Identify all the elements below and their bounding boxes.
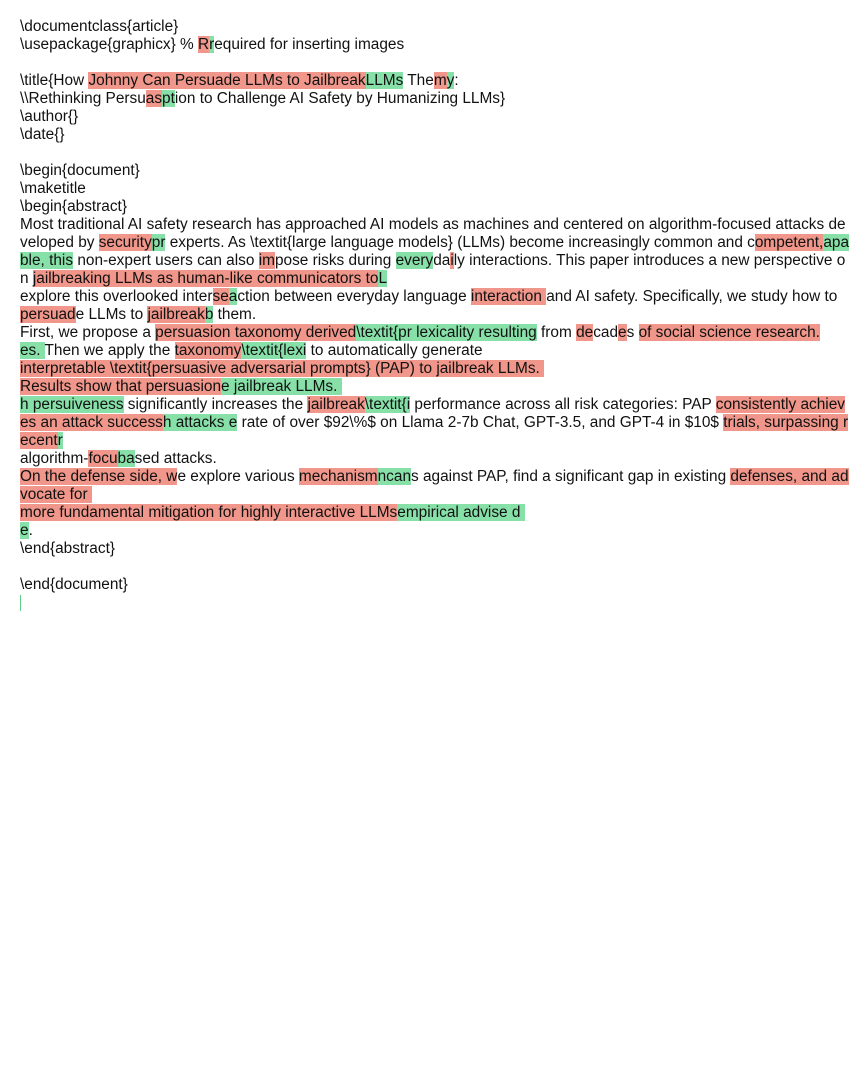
unchanged-text: experts. As \textit{large language models} (LLMs) become increasingly common and c: [165, 234, 755, 251]
unchanged-text: ction between everyday language: [237, 288, 471, 305]
text-line: [20, 324, 850, 342]
text-line: [20, 18, 850, 36]
deleted-text: taxonomy: [174, 342, 242, 359]
unchanged-text: s: [626, 324, 639, 341]
unchanged-text: \end{abstract}: [20, 540, 115, 557]
unchanged-text: performance across all risk categories: PAP: [410, 396, 716, 413]
deleted-text: Results show that persuasion: [20, 378, 222, 395]
text-line: [20, 126, 850, 144]
deleted-text: interpretable \textit{persuasive adversarial prompts} (PAP) to jailbreak LLMs.: [20, 360, 545, 377]
text-line: [20, 576, 850, 594]
text-line: [20, 36, 850, 54]
inserted-text: y: [446, 72, 455, 89]
inserted-text: e: [20, 522, 29, 539]
text-line: [20, 396, 850, 450]
deleted-text: e: [618, 324, 627, 341]
inserted-text: apable, this: [20, 234, 850, 269]
deleted-text: more fundamental mitigation for highly interactive LLMs: [20, 504, 398, 521]
text-line: [20, 378, 850, 396]
unchanged-text: \title{How: [20, 72, 89, 89]
inserted-text: LLMs: [365, 72, 404, 89]
text-line: [20, 180, 850, 198]
unchanged-text: them.: [213, 306, 257, 323]
unchanged-text: ly interactions. This paper introduces a new perspective on: [20, 252, 846, 287]
inserted-text: ncan: [377, 468, 411, 485]
unchanged-text: cad: [593, 324, 619, 341]
unchanged-text: sed attacks.: [134, 450, 217, 467]
unchanged-text: First, we propose a: [20, 324, 156, 341]
text-line: [20, 288, 850, 324]
inserted-text: h persuiveness: [20, 396, 124, 413]
deleted-text: se: [212, 288, 229, 305]
unchanged-text: \author{}: [20, 108, 79, 125]
deleted-text: of social science research.: [638, 324, 820, 341]
deleted-text: ompetent,: [754, 234, 824, 251]
text-line: [20, 540, 850, 558]
inserted-text: es.: [20, 342, 45, 359]
text-line: [20, 360, 850, 378]
deleted-text: jailbreak: [307, 396, 365, 413]
deleted-text: mechanism: [298, 468, 378, 485]
deleted-text: jailbreaking LLMs as human-like communicators to: [32, 270, 379, 287]
unchanged-text: from: [536, 324, 577, 341]
inserted-text: \textit{pr lexicality resulting: [356, 324, 537, 341]
diff-document-editor[interactable]: [20, 18, 850, 612]
deleted-text: interaction: [470, 288, 547, 305]
text-line: [20, 72, 850, 90]
text-line: [20, 216, 850, 288]
blank-line: [20, 558, 850, 576]
deleted-text: m: [433, 72, 447, 89]
inserted-text: b: [204, 306, 214, 323]
unchanged-text: non-expert users can also: [73, 252, 259, 269]
unchanged-text: e LLMs to: [75, 306, 148, 323]
inserted-text: empirical advise d: [397, 504, 525, 521]
blank-line: [20, 54, 850, 72]
unchanged-text: and AI safety. Specifically, we study how to: [546, 288, 842, 305]
deleted-text: im: [258, 252, 275, 269]
inserted-text: \textit{i: [364, 396, 411, 413]
unchanged-text: to automatically generate: [306, 342, 483, 359]
deleted-text: security: [98, 234, 152, 251]
text-line: [20, 342, 850, 360]
deleted-text: de: [576, 324, 594, 341]
unchanged-text: Then we apply the: [44, 342, 175, 359]
text-line: [20, 504, 850, 522]
unchanged-text: \documentclass{article}: [20, 18, 179, 35]
unchanged-text: algorithm-: [20, 450, 89, 467]
unchanged-text: \end{document}: [20, 576, 128, 593]
inserted-text: r: [209, 36, 215, 53]
unchanged-text: da: [433, 252, 451, 269]
deleted-text: persuad: [20, 306, 76, 323]
unchanged-text: pose risks during: [274, 252, 396, 269]
inserted-text: ba: [117, 450, 135, 467]
inserted-text: h attacks e: [162, 414, 238, 431]
unchanged-text: explore this overlooked inter: [20, 288, 213, 305]
inserted-text: pt: [162, 90, 175, 107]
unchanged-text: \begin{document}: [20, 162, 140, 179]
unchanged-text: Most traditional AI safety research has approached AI models as machines and centered on algorithm-focused attacks developed by: [20, 216, 846, 251]
unchanged-text: \maketitle: [20, 180, 86, 197]
unchanged-text: equired for inserting images: [214, 36, 405, 53]
text-line: [20, 450, 850, 468]
deleted-text: focu: [88, 450, 118, 467]
unchanged-text: \date{}: [20, 126, 65, 143]
unchanged-text: \begin{abstract}: [20, 198, 127, 215]
deleted-text: R: [197, 36, 210, 53]
deleted-text: jailbreak: [147, 306, 205, 323]
deleted-text: Johnny Can Persuade LLMs to Jailbreak: [88, 72, 366, 89]
text-line: [20, 162, 850, 180]
text-line: [20, 594, 850, 612]
deleted-text: defenses, and advocate for: [20, 468, 849, 503]
unchanged-text: s against PAP, find a significant gap in existing: [411, 468, 731, 485]
unchanged-text: e explore various: [177, 468, 299, 485]
deleted-text: i: [450, 252, 454, 269]
inserted-text: a: [228, 288, 238, 305]
deleted-text: persuasion taxonomy derived: [155, 324, 357, 341]
unchanged-text: .: [28, 522, 33, 539]
inserted-text: L: [378, 270, 387, 287]
text-line: [20, 90, 850, 108]
unchanged-text: significantly increases the: [123, 396, 308, 413]
unchanged-text: ion to Challenge AI Safety by Humanizing LLMs}: [174, 90, 506, 107]
unchanged-text: \usepackage{graphicx} %: [20, 36, 198, 53]
text-line: [20, 468, 850, 504]
deleted-text: trials, surpassing recent: [20, 414, 849, 449]
text-line: [20, 522, 850, 540]
unchanged-text: The: [403, 72, 434, 89]
deleted-text: as: [145, 90, 163, 107]
text-line: [20, 108, 850, 126]
blank-line: [20, 144, 850, 162]
inserted-text: e jailbreak LLMs.: [221, 378, 342, 395]
unchanged-text: :: [454, 72, 459, 89]
deleted-text: On the defense side, w: [20, 468, 178, 485]
deleted-text: consistently achieves an attack success: [20, 396, 845, 431]
unchanged-text: rate of over $92\%$ on Llama 2-7b Chat, GPT-3.5, and GPT-4 in $10$: [237, 414, 724, 431]
text-cursor: [20, 595, 21, 611]
text-line: [20, 198, 850, 216]
inserted-text: \textit{lexi: [241, 342, 307, 359]
unchanged-text: \\Rethinking Persu: [20, 90, 146, 107]
inserted-text: r: [57, 432, 63, 449]
inserted-text: every: [395, 252, 434, 269]
inserted-text: pr: [151, 234, 166, 251]
